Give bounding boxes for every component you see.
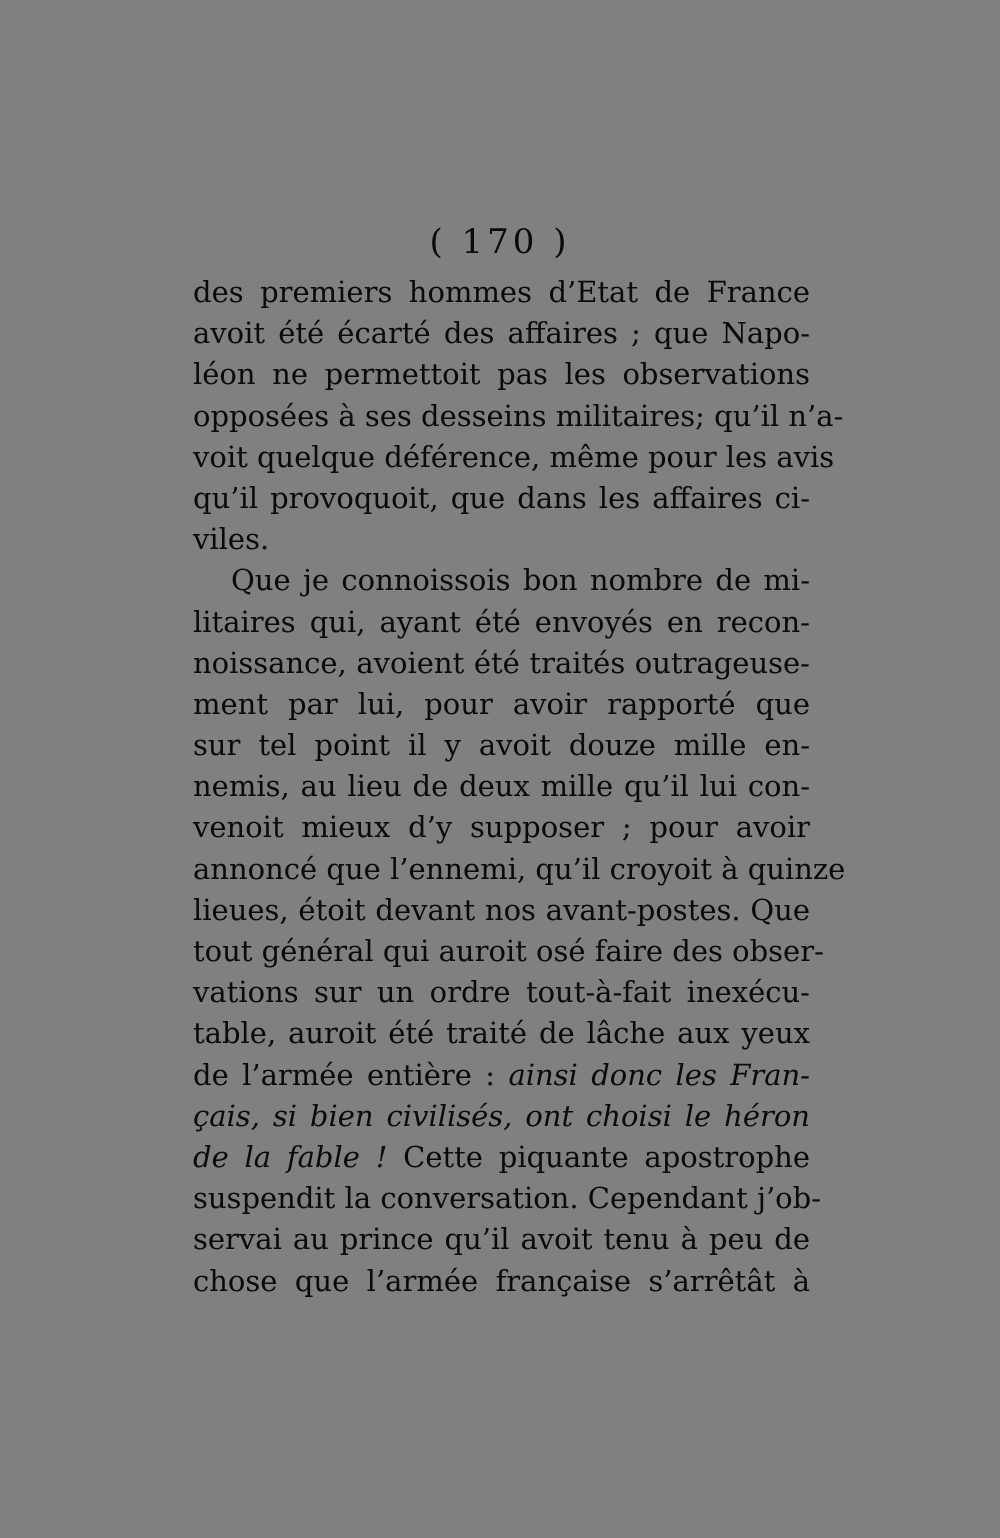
- text-segment: de l’armée entière :: [193, 1057, 509, 1092]
- text-line: [193, 313, 810, 354]
- text-line: [193, 1178, 821, 1219]
- text-line: [193, 766, 810, 807]
- text-line: [193, 478, 810, 519]
- text-segment: vations sur un ordre tout-à-fait inexécu-: [193, 975, 810, 1010]
- text-segment: voit quelque déférence, même pour les avis: [193, 439, 835, 474]
- text-line: [193, 849, 846, 890]
- text-line: [193, 354, 810, 395]
- text-line: [193, 1219, 810, 1260]
- text-line: [193, 437, 835, 478]
- text-segment: Cette piquante apostrophe: [387, 1139, 810, 1174]
- text-segment: litaires qui, ayant été envoyés en recon-: [193, 604, 810, 639]
- text-line: [193, 1055, 810, 1096]
- italic-text-segment: de la fable !: [193, 1139, 388, 1174]
- italic-text-segment: ainsi donc les Fran-: [508, 1057, 810, 1092]
- text-segment: Que je connoissois bon nombre de mi-: [231, 563, 810, 598]
- body-text: [193, 272, 846, 1302]
- text-line: [193, 1013, 810, 1054]
- text-segment: opposées à ses desseins militaires; qu’il n’a-: [193, 398, 844, 433]
- text-line: [193, 972, 810, 1013]
- text-line: [193, 1137, 810, 1178]
- text-segment: venoit mieux d’y supposer ; pour avoir: [193, 810, 810, 845]
- text-line: [193, 890, 810, 931]
- text-segment: nemis, au lieu de deux mille qu’il lui con-: [193, 769, 810, 804]
- italic-text-segment: çais, si bien civilisés, ont choisi le héron: [193, 1098, 810, 1133]
- page-number: ( 170 ): [429, 222, 571, 262]
- text-line: [193, 272, 810, 313]
- text-line: [193, 643, 810, 684]
- text-line: [193, 519, 810, 560]
- text-segment: ment par lui, pour avoir rapporté que: [193, 686, 810, 721]
- text-line: [193, 1096, 810, 1137]
- text-line: [193, 684, 810, 725]
- text-segment: servai au prince qu’il avoit tenu à peu de: [193, 1222, 810, 1257]
- text-segment: annoncé que l’ennemi, qu’il croyoit à quinze: [193, 851, 846, 886]
- text-segment: sur tel point il y avoit douze mille en-: [193, 728, 810, 763]
- text-segment: table, auroit été traité de lâche aux yeux: [193, 1016, 810, 1051]
- text-line: [193, 1261, 810, 1302]
- text-segment: viles.: [193, 522, 270, 557]
- text-line: [193, 931, 824, 972]
- text-segment: tout général qui auroit osé faire des obser-: [193, 934, 824, 968]
- text-segment: léon ne permettoit pas les observations: [193, 357, 810, 392]
- text-segment: suspendit la conversation. Cependant j’ob-: [193, 1181, 821, 1216]
- text-line: [193, 396, 844, 437]
- text-segment: noissance, avoient été traités outrageuse-: [193, 645, 810, 680]
- text-segment: chose que l’armée française s’arrêtât à: [193, 1263, 810, 1298]
- text-segment: lieues, étoit devant nos avant-postes. Que: [193, 892, 810, 927]
- text-segment: des premiers hommes d’Etat de France: [193, 275, 810, 309]
- text-line: [193, 602, 810, 643]
- text-line: [193, 560, 810, 601]
- text-line: [193, 807, 810, 848]
- text-segment: avoit été écarté des affaires ; que Napo-: [193, 316, 810, 351]
- text-segment: qu’il provoquoit, que dans les affaires ci-: [193, 480, 810, 515]
- text-line: [193, 725, 810, 766]
